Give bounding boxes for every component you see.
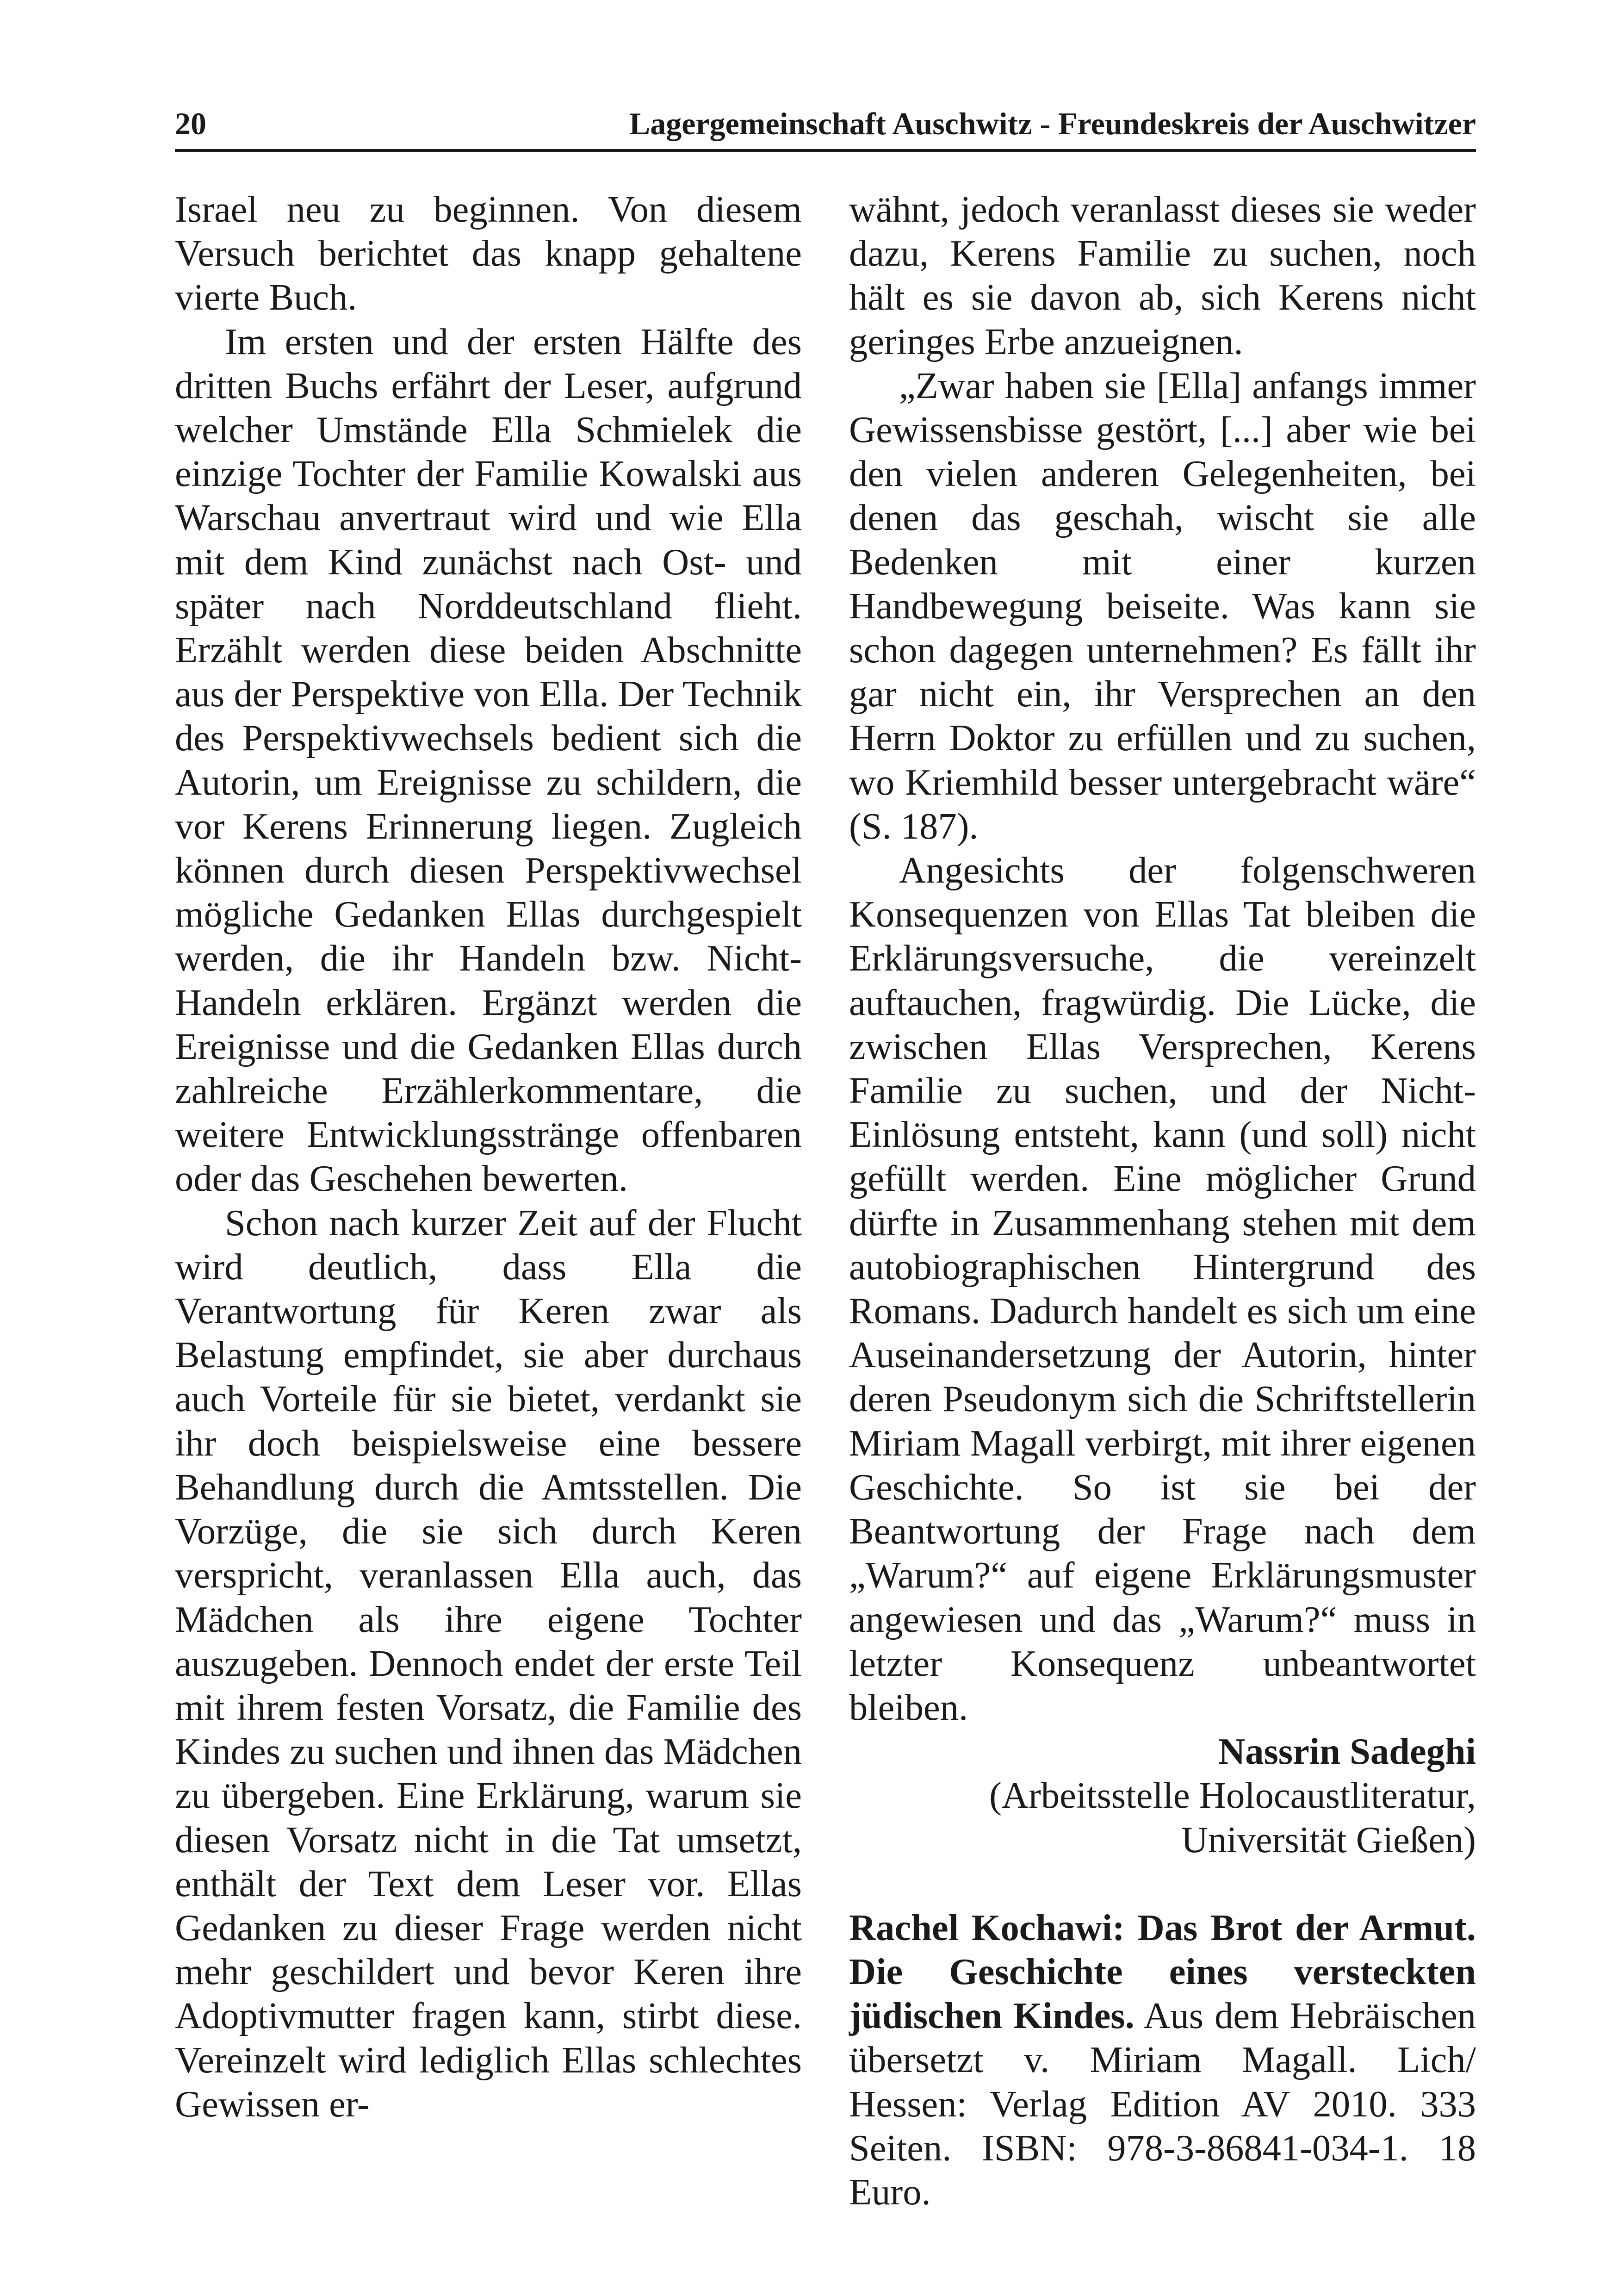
page-number: 20	[175, 106, 206, 141]
review-title: Rachel Kochawi: Das Brot der Armut. Die Geschichte eines versteckten jüdischen Kindes.	[849, 1907, 1476, 2037]
paragraph: Im ersten und der ersten Hälfte des dritten Buchs erfährt der Leser, aufgrund welcher Umstände Ella Schmielek die einzige Tochter der Familie Kowalski aus Warschau anvertraut wird und wie Ella mit dem Kind zunächst nach Ost- und später nach Norddeutschland flieht. Erzählt werden diese beiden Abschnitte aus der Perspektive von Ella. Der Technik des Perspektivwechsels bedient sich die Autorin, um Ereignisse zu schildern, die vor Kerens Erinnerung liegen. Zugleich können durch diesen Perspektivwechsel mögliche Gedanken Ellas durchgespielt werden, die ihr Handeln bzw. Nicht-Handeln erklären. Ergänzt werden die Ereignisse und die Gedanken Ellas durch zahlreiche Erzählerkommentare, die weitere Entwicklungsstränge offenbaren oder das Geschehen bewerten.	[175, 321, 802, 1200]
review-details: Aus dem Hebräischen übersetzt v. Miriam Magall. Lich/ Hessen: Verlag Edition AV 2010. 333 Seiten. ISBN: 978-3-86841-034-1. 18 Euro.	[849, 1995, 1476, 2213]
paragraph: Angesichts der folgenschweren Konsequenzen von Ellas Tat bleiben die Erklärungsversuche, die vereinzelt auftauchen, fragwürdig. Die Lücke, die zwischen Ellas Versprechen, Kerens Familie zu suchen, und der Nicht-Einlösung entsteht, kann (und soll) nicht gefüllt werden. Eine möglicher Grund dürfte in Zusammenhang stehen mit dem autobiographischen Hintergrund des Romans. Dadurch handelt es sich um eine Auseinandersetzung der Autorin, hinter deren Pseudonym sich die Schriftstellerin Miriam Magall verbirgt, mit ihrer eigenen Geschichte. So ist sie bei der Beantwortung der Frage nach dem „Warum?“ auf eigene Erklärungsmuster angewiesen und das „Warum?“ muss in letzter Konsequenz unbeantwortet bleiben.	[849, 850, 1476, 1728]
review-entry	[849, 1906, 1476, 2214]
author-affiliation: (Arbeitsstelle Holocaustliteratur,	[989, 1775, 1476, 1817]
paragraph: Israel neu zu beginnen. Von diesem Versuch berichtet das knapp gehaltene vierte Buch.	[175, 189, 802, 318]
author-signature: Nassrin Sadeghi	[1218, 1731, 1476, 1773]
page-header	[175, 103, 1476, 144]
section-gap	[849, 1862, 1476, 1906]
left-column	[175, 187, 802, 2126]
paragraph: Schon nach kurzer Zeit auf der Flucht wird deutlich, dass Ella die Verantwortung für Keren zwar als Belastung empfindet, sie aber durchaus auch Vorteile für sie bietet, verdankt sie ihr doch beispielsweise eine bessere Behandlung durch die Amtsstellen. Die Vorzüge, die sie sich durch Keren verspricht, veranlassen Ella auch, das Mädchen als ihre eigene Tochter auszugeben. Dennoch endet der erste Teil mit ihrem festen Vorsatz, die Familie des Kindes zu suchen und ihnen das Mädchen zu übergeben. Eine Erklärung, warum sie diesen Vorsatz nicht in die Tat umsetzt, enthält der Text dem Leser vor. Ellas Gedanken zu dieser Frage werden nicht mehr geschildert und bevor Keren ihre Adoptivmutter fragen kann, stirbt diese. Vereinzelt wird lediglich Ellas schlechtes Gewissen er-	[175, 1202, 802, 2125]
quote-paragraph: „Zwar haben sie [Ella] anfangs immer Gewissensbisse gestört, [...] aber wie bei den vielen anderen Gelegenheiten, bei denen das geschah, wischt sie alle Bedenken mit einer kurzen Handbewegung beiseite. Was kann sie schon dagegen unternehmen? Es fällt ihr gar nicht ein, ihr Versprechen an den Herrn Doktor zu erfüllen und zu suchen, wo Kriemhild besser untergebracht wäre“ (S. 187).	[849, 365, 1476, 847]
right-column	[849, 187, 1476, 2214]
author-affiliation-university: Universität Gießen)	[1181, 1819, 1476, 1860]
header-rule	[175, 149, 1476, 152]
running-title: Lagergemeinschaft Auschwitz - Freundeskreis der Auschwitzer	[629, 106, 1476, 141]
paragraph: wähnt, jedoch veranlasst dieses sie weder dazu, Kerens Familie zu suchen, noch hält es sie davon ab, sich Kerens nicht geringes Erbe anzueignen.	[849, 189, 1476, 362]
